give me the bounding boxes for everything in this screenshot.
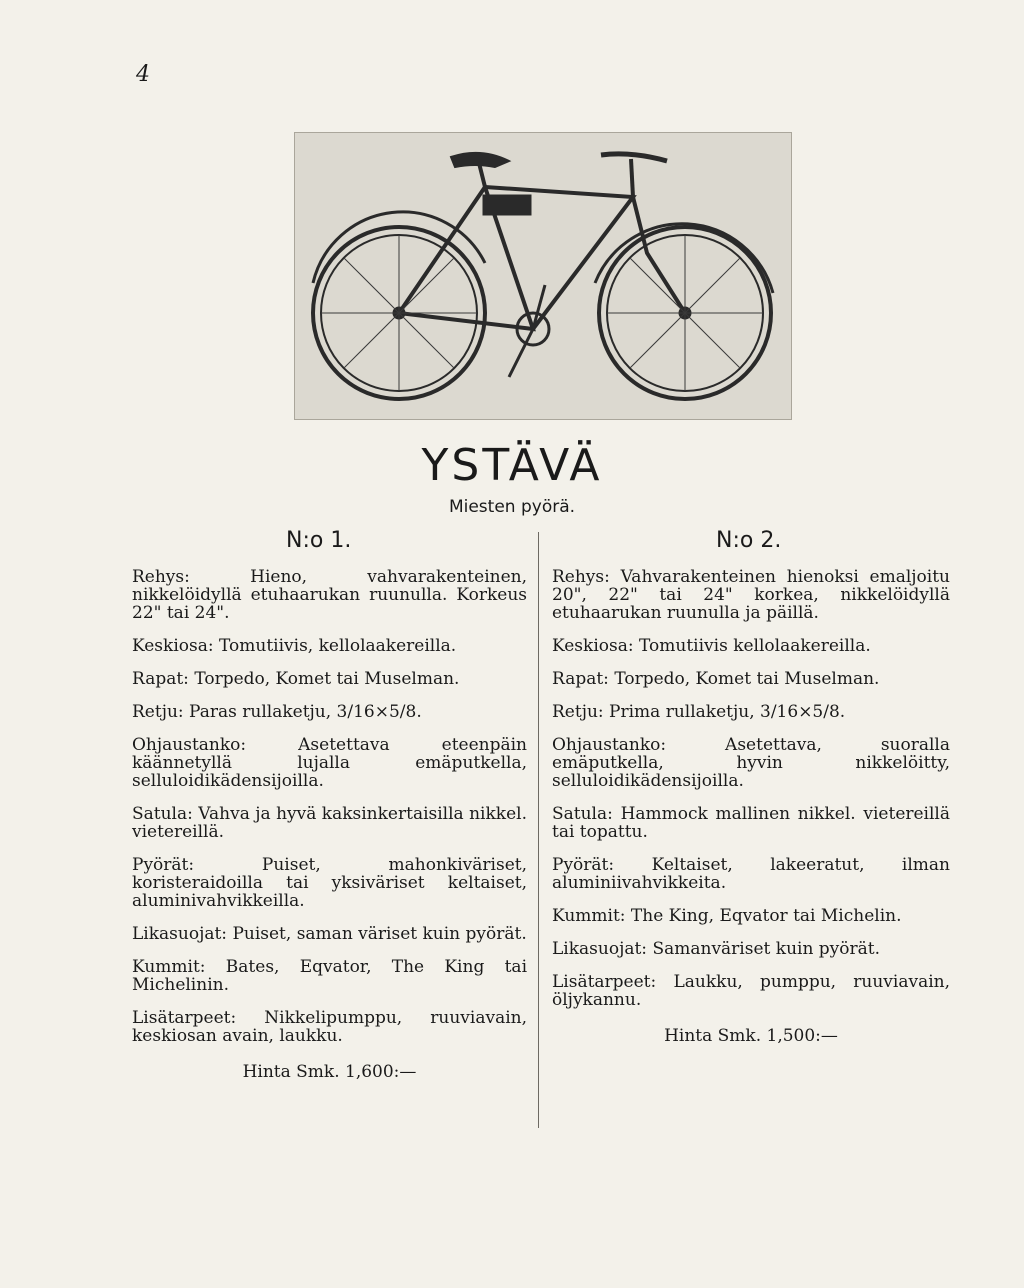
spec-text: Torpedo, Komet tai Muselman. (614, 669, 880, 689)
spec-text: The King, Eqvator tai Michelin. (630, 906, 902, 926)
spec-label: Retju: (552, 702, 604, 722)
spec-wheels (132, 856, 527, 910)
spec-tyres (552, 907, 950, 925)
spec-label: Satula: (132, 804, 193, 824)
column-divider (538, 532, 539, 1128)
spec-text: Puiset, saman väriset kuin pyörät. (232, 924, 527, 944)
model-2-heading: N:o 2. (716, 528, 782, 553)
spec-handlebar (552, 736, 950, 790)
spec-text: Samanväriset kuin pyörät. (652, 939, 881, 959)
bicycle-photo (294, 132, 792, 420)
spec-label: Retju: (132, 702, 184, 722)
spec-label: Keskiosa: (132, 636, 214, 656)
spec-mudguards (552, 940, 950, 958)
spec-text: Tomutiivis, kellolaakereilla. (219, 636, 457, 656)
spec-frame (132, 568, 527, 622)
spec-label: Lisätarpeet: (552, 972, 657, 992)
product-subtitle: Miesten pyörä. (448, 497, 576, 517)
spec-text: Asetettava, suoralla emäputkella, hyvin nikkelöitty, selluloidikädensijoilla. (552, 735, 951, 791)
model-2-specs (552, 568, 950, 1045)
spec-text: Asetettava eteenpäin käännetyllä lujalla emäputkella, selluloidikädensijoilla. (132, 735, 528, 791)
bicycle-illustration (295, 133, 791, 419)
spec-label: Rehys: (552, 567, 610, 587)
spec-handlebar (132, 736, 527, 790)
spec-label: Rehys: (132, 567, 190, 587)
spec-text: Hieno, vahvarakenteinen, nikkelöidyllä etuhaarukan ruunulla. Korkeus 22" tai 24". (132, 567, 527, 623)
spec-hub (552, 670, 950, 688)
spec-saddle (132, 805, 527, 841)
spec-label: Rapat: (132, 669, 189, 689)
spec-text: Nikkelipumppu, ruuviavain, keskiosan avain, laukku. (132, 1008, 527, 1046)
spec-accessories (132, 1009, 527, 1045)
spec-label: Pyörät: (132, 855, 195, 875)
spec-text: Puiset, mahonkiväriset, koristeraidoilla tai yksiväriset keltaiset, aluminivahvikkeilla. (132, 855, 527, 911)
spec-text: Hammock mallinen nikkel. vietereillä tai topattu. (552, 804, 951, 842)
model-2-price: Hinta Smk. 1,500:— (664, 1026, 838, 1046)
spec-label: Keskiosa: (552, 636, 634, 656)
spec-hub (132, 670, 527, 688)
spec-tyres (132, 958, 527, 994)
spec-label: Kummit: (552, 906, 626, 926)
spec-label: Ohjaustanko: (132, 735, 247, 755)
spec-bottom-bracket (552, 637, 950, 655)
model-1-price: Hinta Smk. 1,600:— (242, 1062, 417, 1082)
spec-text: Paras rullaketju, 3/16×5/8. (189, 702, 422, 722)
spec-text: Prima rullaketju, 3/16×5/8. (609, 702, 846, 722)
spec-wheels (552, 856, 950, 892)
spec-chain (132, 703, 527, 721)
spec-text: Vahvarakenteinen hienoksi emaljoitu 20", 22" tai 24" korkea, nikkelöidyllä etuhaarukan ruunulla ja päillä. (552, 567, 950, 623)
spec-label: Kummit: (132, 957, 206, 977)
spec-text: Keltaiset, lakeeratut, ilman aluminiivahvikkeita. (552, 855, 951, 893)
spec-label: Likasuojat: (552, 939, 648, 959)
spec-text: Torpedo, Komet tai Muselman. (194, 669, 460, 689)
spec-label: Likasuojat: (132, 924, 228, 944)
model-1-heading: N:o 1. (286, 528, 352, 553)
spec-text: Bates, Eqvator, The King tai Michelinin. (132, 957, 528, 995)
spec-label: Pyörät: (552, 855, 615, 875)
spec-chain (552, 703, 950, 721)
spec-label: Satula: (552, 804, 613, 824)
spec-label: Lisätarpeet: (132, 1008, 237, 1028)
spec-text: Vahva ja hyvä kaksinkertaisilla nikkel. vietereillä. (132, 804, 527, 842)
spec-text: Tomutiivis kellolaakereilla. (639, 636, 871, 656)
spec-label: Ohjaustanko: (552, 735, 667, 755)
model-1-specs (132, 568, 527, 1081)
spec-frame (552, 568, 950, 622)
spec-text: Laukku, pumppu, ruuviavain, öljykannu. (552, 972, 951, 1010)
spec-accessories (552, 973, 950, 1009)
spec-label: Rapat: (552, 669, 609, 689)
spec-saddle (552, 805, 950, 841)
spec-bottom-bracket (132, 637, 527, 655)
page-number: 4 (136, 62, 150, 87)
product-title: YSTÄVÄ (421, 440, 603, 491)
spec-mudguards (132, 925, 527, 943)
